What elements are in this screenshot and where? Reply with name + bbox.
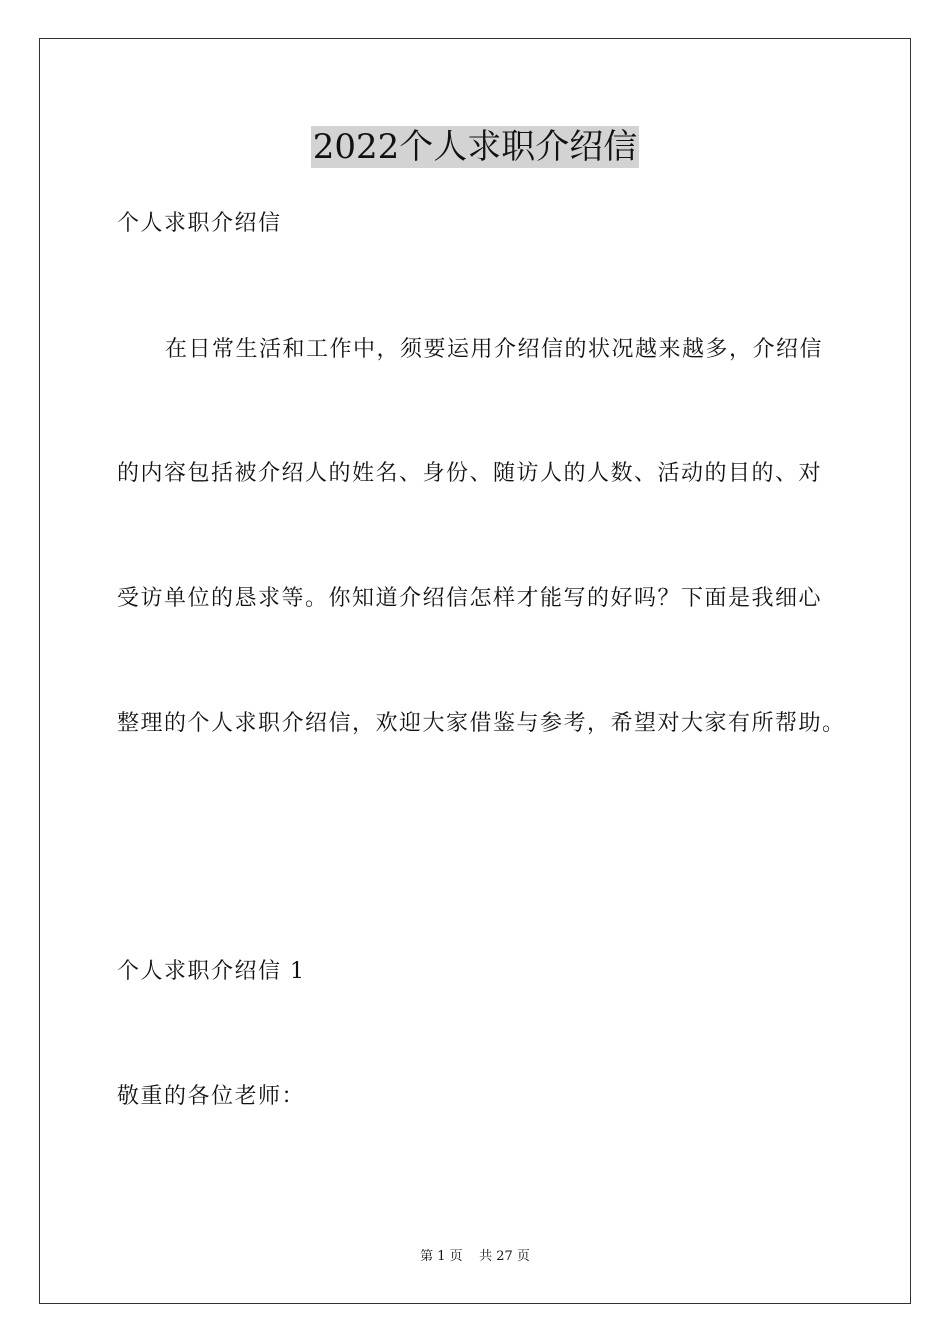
document-title: 2022个人求职介绍信 — [312, 127, 638, 167]
title-container — [0, 126, 950, 168]
intro-line-1: 在日常生活和工作中，须要运用介绍信的状况越来越多，介绍信 — [165, 337, 824, 362]
section-heading: 个人求职介绍信 1 — [117, 959, 306, 984]
document-subtitle: 个人求职介绍信 — [117, 211, 282, 236]
intro-line-3: 受访单位的恳求等。你知道介绍信怎样才能写的好吗？下面是我细心 — [117, 586, 823, 611]
intro-line-4: 整理的个人求职介绍信，欢迎大家借鉴与参考，希望对大家有所帮助。 — [117, 711, 846, 736]
salutation: 敬重的各位老师： — [117, 1084, 306, 1109]
page-number: 第 1 页 共 27 页 — [420, 1249, 530, 1264]
intro-line-2: 的内容包括被介绍人的姓名、身份、随访人的人数、活动的目的、对 — [117, 461, 823, 486]
